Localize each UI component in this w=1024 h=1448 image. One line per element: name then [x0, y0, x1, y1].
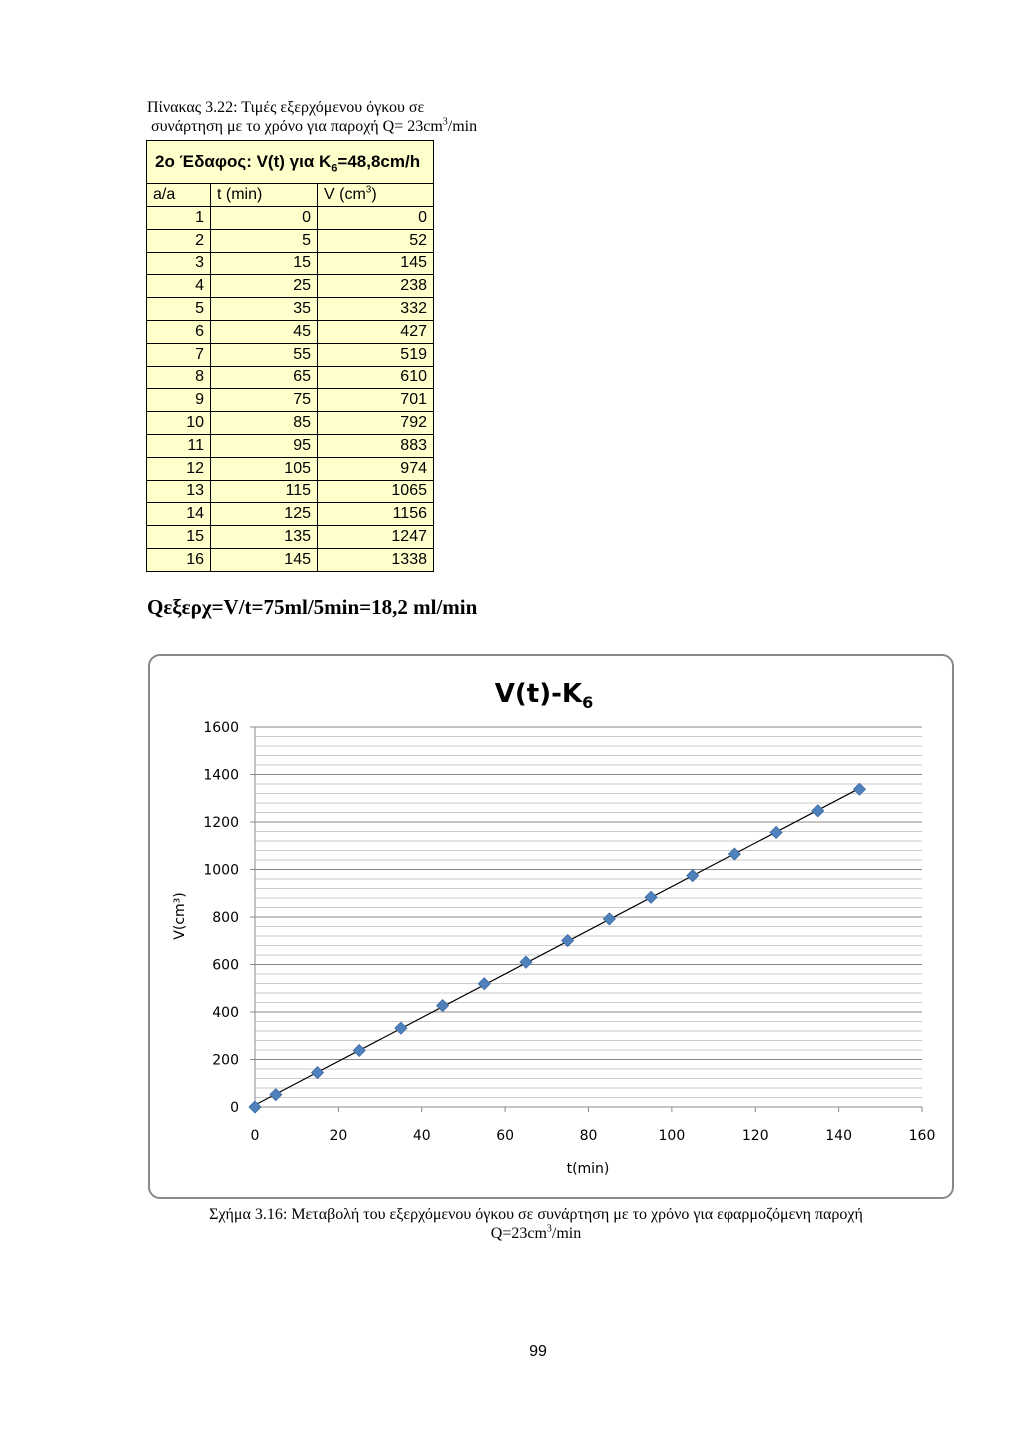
caption-text: συνάρτηση με το χρόνο για παροχή Q= 23cm [151, 118, 443, 135]
table-row [147, 366, 434, 389]
outflow-formula: Qεξερχ=V/t=75ml/5min=18,2 ml/min [147, 595, 478, 619]
cell-volume: 1156 [318, 503, 434, 526]
cell-time: 115 [211, 480, 318, 503]
table-caption-line1: Πίνακας 3.22: Τιμές εξερχόμενου όγκου σε [147, 99, 425, 116]
chart [148, 654, 954, 1199]
chart-title: $V(t)-K_6$ [494, 679, 594, 712]
table-row [147, 434, 434, 457]
cell-time: 145 [211, 548, 318, 571]
table-row [147, 207, 434, 230]
cell-index: 16 [147, 548, 211, 571]
cell-volume: 332 [318, 298, 434, 321]
y-axis-label: V(cm³) [172, 892, 188, 940]
data-point [645, 891, 657, 903]
x-tick-label: 160 [908, 1128, 936, 1144]
caption-sup: 3 [442, 116, 448, 128]
cell-time: 45 [211, 320, 318, 343]
cell-index: 11 [147, 434, 211, 457]
y-tick-label: 1000 [203, 862, 239, 879]
x-tick-label: 120 [741, 1128, 769, 1144]
table-title-sub: 6 [331, 162, 338, 175]
cell-volume: 519 [318, 343, 434, 366]
header-t: t (min) [211, 184, 318, 207]
table-row [147, 389, 434, 412]
cell-index: 7 [147, 343, 211, 366]
table-header-row [147, 184, 434, 207]
page-number: 99 [529, 1343, 547, 1360]
cell-index: 14 [147, 503, 211, 526]
data-point [270, 1089, 282, 1101]
table-row [147, 229, 434, 252]
header-aa: a/a [147, 184, 211, 207]
table-row [147, 480, 434, 503]
header-v-post: ) [371, 186, 377, 203]
cell-index: 6 [147, 320, 211, 343]
table-row [147, 412, 434, 435]
cell-time: 65 [211, 366, 318, 389]
y-tick-label: 0 [230, 1100, 239, 1116]
table-row [147, 252, 434, 275]
cell-index: 2 [147, 229, 211, 252]
table-row [147, 457, 434, 480]
table-caption [147, 98, 477, 136]
table-title-text: 2o Έδαφος: V(t) για K [155, 152, 332, 171]
x-tick-label: 0 [250, 1128, 260, 1144]
data-point [312, 1067, 324, 1079]
cell-time: 75 [211, 389, 318, 412]
data-point [478, 978, 490, 990]
cell-index: 10 [147, 412, 211, 435]
figure-caption-sup: 3 [546, 1223, 552, 1235]
x-axis-label: t(min) [566, 1161, 610, 1177]
cell-volume: 610 [318, 366, 434, 389]
cell-volume: 1065 [318, 480, 434, 503]
y-tick-label: 200 [212, 1052, 239, 1069]
cell-volume: 145 [318, 252, 434, 275]
cell-index: 3 [147, 252, 211, 275]
cell-index: 9 [147, 389, 211, 412]
figure-caption-line2 [100, 1224, 972, 1243]
x-tick-label: 140 [825, 1128, 852, 1144]
cell-volume: 792 [318, 412, 434, 435]
y-tick-label: 1200 [203, 815, 239, 831]
x-tick-label: 40 [412, 1128, 431, 1144]
cell-time: 25 [211, 275, 318, 298]
figure-caption-line1: Σχήμα 3.16: Μεταβολή του εξερχόμενου όγκου σε συνάρτηση με το χρόνο για εφαρμοζόμενη παροχή [209, 1206, 863, 1223]
y-tick-label: 1600 [203, 720, 239, 736]
table-title-post: =48,8cm/h [337, 152, 421, 171]
figure-caption [100, 1205, 972, 1243]
trendline [255, 788, 859, 1105]
table-row [147, 503, 434, 526]
data-point [395, 1022, 407, 1034]
table-row [147, 275, 434, 298]
cell-volume: 238 [318, 275, 434, 298]
y-tick-label: 800 [212, 910, 239, 926]
data-point [728, 848, 740, 860]
cell-time: 125 [211, 503, 318, 526]
data-table [146, 140, 434, 572]
cell-index: 1 [147, 207, 211, 230]
table-row [147, 298, 434, 321]
x-tick-label: 20 [329, 1128, 348, 1144]
x-tick-label: 100 [658, 1128, 686, 1144]
cell-index: 4 [147, 275, 211, 298]
y-tick-label: 400 [212, 1005, 239, 1021]
header-v-text: V (cm [324, 186, 366, 203]
header-v [318, 184, 434, 207]
figure-caption-text: Q=23cm [490, 1225, 547, 1242]
data-point [687, 870, 699, 882]
cell-time: 5 [211, 229, 318, 252]
cell-time: 0 [211, 207, 318, 230]
cell-volume: 52 [318, 229, 434, 252]
cell-index: 8 [147, 366, 211, 389]
data-point [353, 1044, 365, 1056]
cell-index: 12 [147, 457, 211, 480]
cell-time: 15 [211, 252, 318, 275]
x-tick-label: 60 [496, 1128, 515, 1144]
table-row [147, 343, 434, 366]
cell-volume: 1338 [318, 548, 434, 571]
cell-time: 55 [211, 343, 318, 366]
data-point [770, 826, 782, 838]
cell-time: 105 [211, 457, 318, 480]
table-caption-line2 [151, 117, 477, 136]
data-point [812, 805, 824, 817]
cell-time: 135 [211, 526, 318, 549]
cell-index: 15 [147, 526, 211, 549]
table-row [147, 320, 434, 343]
cell-volume: 0 [318, 207, 434, 230]
figure-caption-unit: /min [551, 1225, 582, 1242]
cell-volume: 883 [318, 434, 434, 457]
data-point [520, 956, 532, 968]
table-row [147, 526, 434, 549]
y-tick-label: 1400 [203, 767, 239, 784]
cell-time: 85 [211, 412, 318, 435]
cell-volume: 701 [318, 389, 434, 412]
table-row [147, 548, 434, 571]
table-title [147, 141, 434, 184]
cell-index: 5 [147, 298, 211, 321]
cell-volume: 1247 [318, 526, 434, 549]
header-v-sup: 3 [365, 184, 372, 196]
y-tick-label: 600 [212, 957, 239, 974]
cell-time: 95 [211, 434, 318, 457]
cell-time: 35 [211, 298, 318, 321]
cell-index: 13 [147, 480, 211, 503]
cell-volume: 427 [318, 320, 434, 343]
x-tick-label: 80 [579, 1128, 598, 1144]
data-point [437, 1000, 449, 1012]
data-point [603, 913, 615, 925]
caption-unit: /min [447, 118, 478, 135]
cell-volume: 974 [318, 457, 434, 480]
